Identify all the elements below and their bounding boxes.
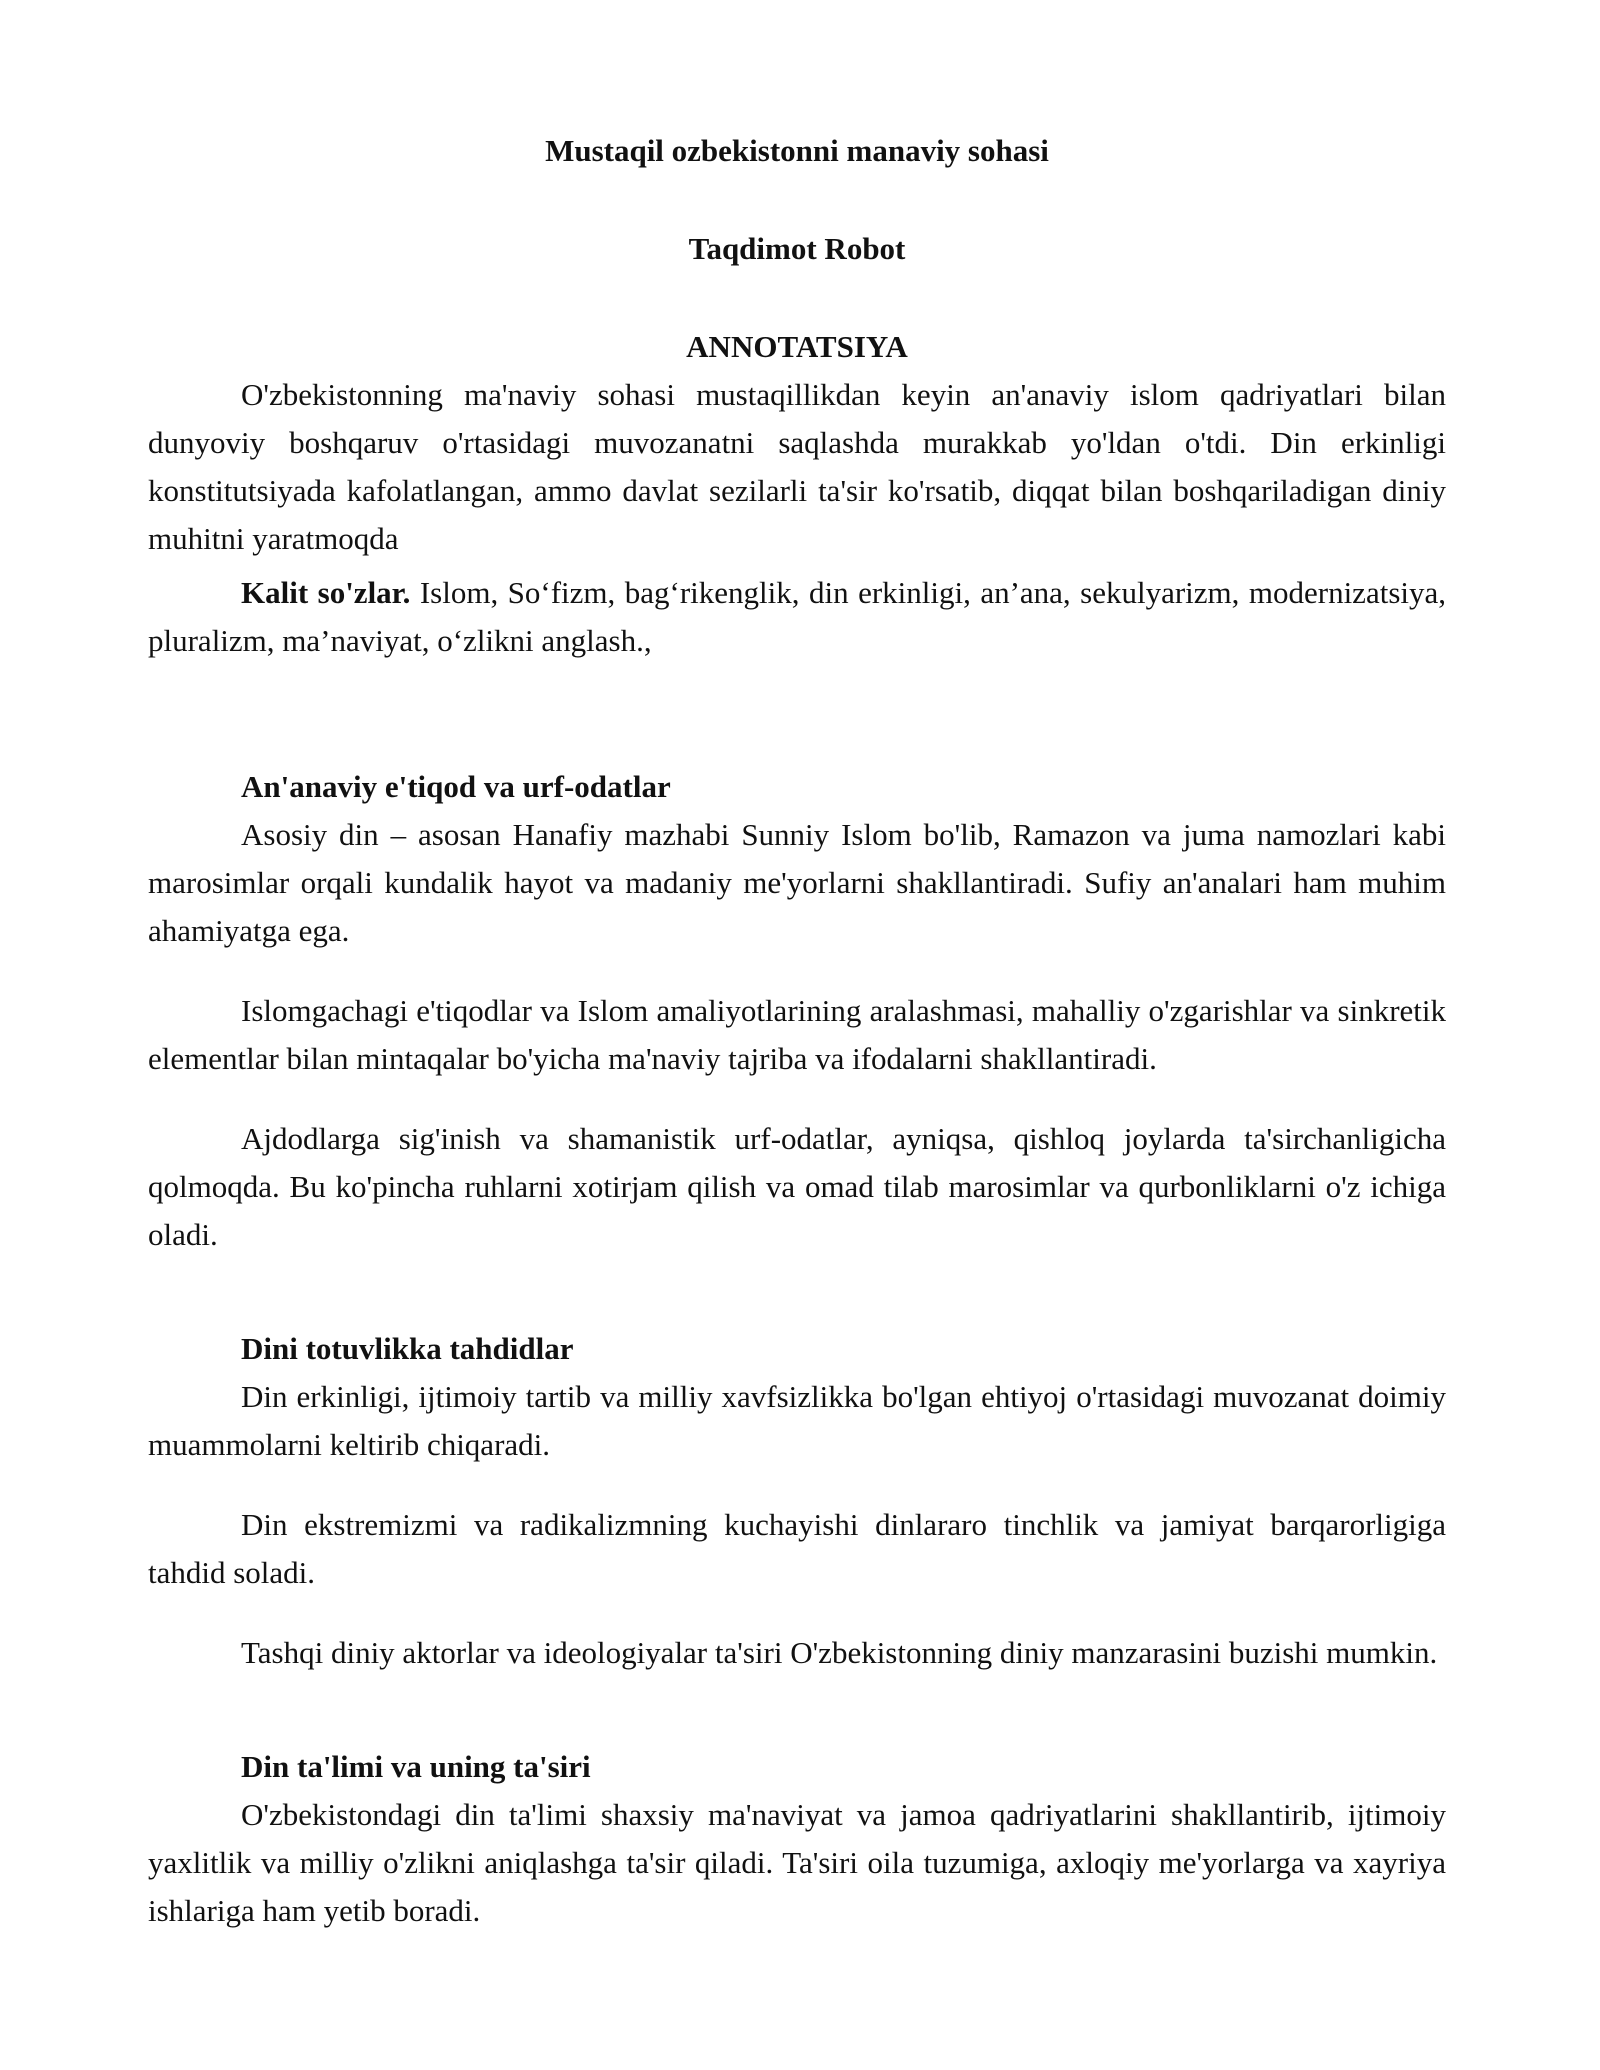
spacer [148,1469,1446,1501]
section-paragraph: O'zbekistondagi din ta'limi shaxsiy ma'naviyat va jamoa qadriyatlarini shakllantirib, ijtimoiy yaxlitlik va milliy o'zlikni aniqlashga ta'sir qiladi. Ta'siri oila tuzumiga, axloqiy me'yorlarga va xayriya ishlariga ham yetib boradi. [148,1797,1446,1928]
section-paragraph: Asosiy din – asosan Hanafiy mazhabi Sunniy Islom bo'lib, Ramazon va juma namozlari kabi marosimlar orqali kundalik hayot va madaniy me'yorlarni shakllantiradi. Sufiy an'analari ham muhim ahamiyatga ega. [148,817,1446,948]
spacer [148,1259,1446,1325]
spacer [148,955,1446,987]
document-author: Taqdimot Robot [688,231,906,266]
keywords-label: Kalit so'zlar. [241,575,411,610]
section-paragraph: Ajdodlarga sig'inish va shamanistik urf-odatlar, ayniqsa, qishloq joylarda ta'sirchanligicha qolmoqda. Bu ko'pincha ruhlarni xotirjam qilish va omad tilab marosimlar va qurbonliklarni o'z ichiga oladi. [148,1121,1446,1252]
section-paragraph: Islomgachagi e'tiqodlar va Islom amaliyotlarining aralashmasi, mahalliy o'zgarishlar va sinkretik elementlar bilan mintaqalar bo'yicha ma'naviy tajriba va ifodalarni shakllantiradi. [148,993,1446,1076]
section-heading: Dini totuvlikka tahdidlar [241,1331,574,1366]
keywords-text: Islom, So‘fizm, bag‘rikenglik, din erkinligi, an’ana, sekulyarizm, modernizatsiya, pluralizm, ma’naviyat, o‘zlikni anglash., [148,575,1447,658]
document-title: Mustaqil ozbekistonni manaviy sohasi [545,133,1049,168]
spacer [148,1083,1446,1115]
annotation-heading: ANNOTATSIYA [686,329,908,364]
spacer [148,1597,1446,1629]
section-paragraph: Din erkinligi, ijtimoiy tartib va milliy xavfsizlikka bo'lgan ehtiyoj o'rtasidagi muvozanat doimiy muammolarni keltirib chiqaradi. [148,1379,1446,1462]
annotation-paragraph: O'zbekistonning ma'naviy sohasi mustaqillikdan keyin an'anaviy islom qadriyatlari bilan dunyoviy boshqaruv o'rtasidagi muvozanatni saqlashda murakkab yo'ldan o'tdi. Din erkinligi konstitutsiyada kafolatlangan, ammo davlat sezilarli ta'sir ko'rsatib, diqqat bilan boshqariladigan diniy muhitni yaratmoqda [148,377,1446,556]
section-paragraph: Din ekstremizmi va radikalizmning kuchayishi dinlararo tinchlik va jamiyat barqarorligiga tahdid soladi. [148,1507,1446,1590]
keywords-paragraph [148,569,1446,665]
section-heading: Din ta'limi va uning ta'siri [241,1749,591,1784]
section-heading: An'anaviy e'tiqod va urf-odatlar [241,769,671,804]
spacer [148,1677,1446,1743]
section-paragraph: Tashqi diniy aktorlar va ideologiyalar ta'siri O'zbekistonning diniy manzarasini buzishi mumkin. [241,1635,1438,1670]
spacer [148,665,1446,763]
